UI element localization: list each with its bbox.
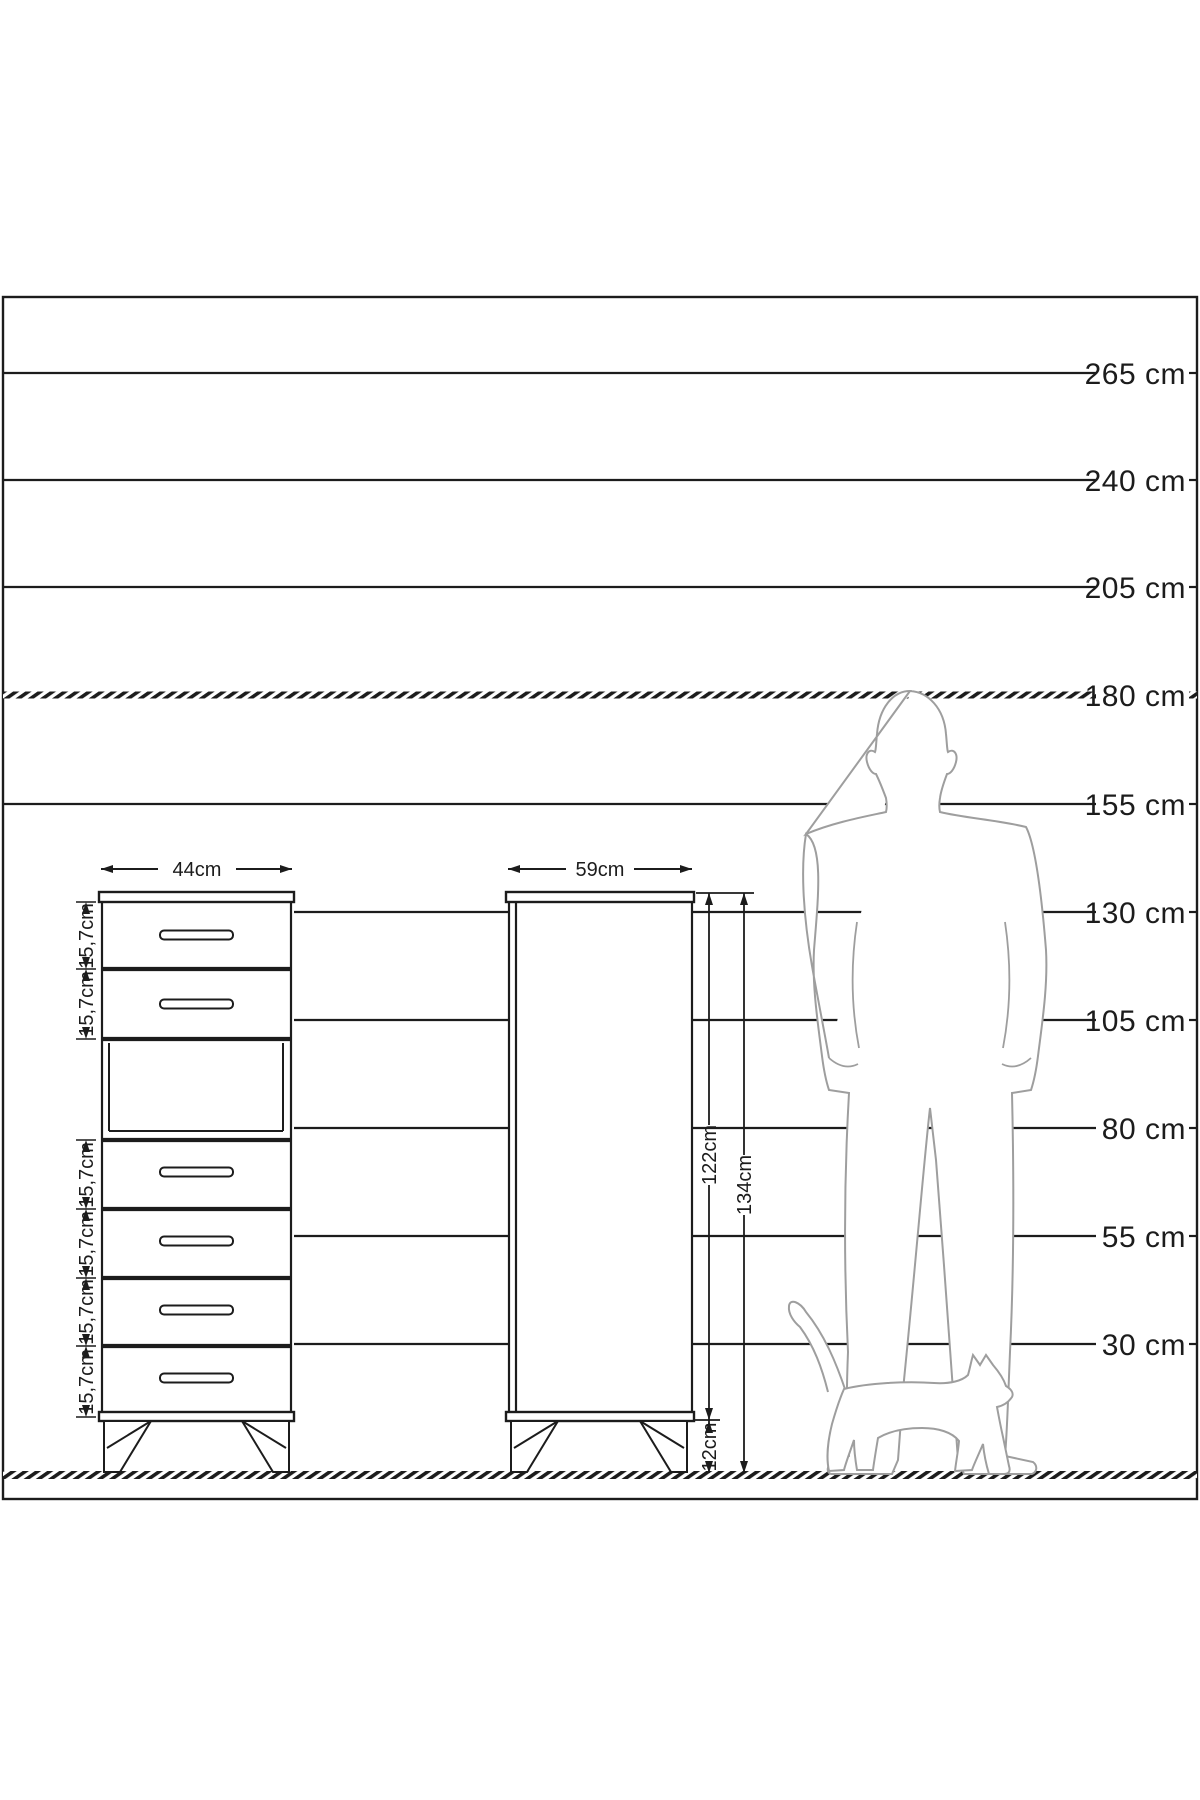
- drawer-height-chain: [76, 902, 98, 1417]
- scale-label-55cm: 55 cm: [1101, 1221, 1186, 1254]
- drawer-height-label-1: 15,7cm: [76, 903, 98, 969]
- scale-label-155cm: 155 cm: [1084, 789, 1186, 822]
- scale-label-180cm: 180 cm: [1084, 680, 1186, 713]
- side-cabinet-legs: [511, 1421, 687, 1472]
- drawer-height-label-6: 15,7cm: [76, 1349, 98, 1415]
- hatched-line-180cm: [3, 692, 1096, 699]
- drawer-handle-5: [160, 1306, 233, 1315]
- front-cabinet-base: [99, 1412, 294, 1421]
- drawer-height-labels: [76, 903, 98, 1415]
- scale-label-30cm: 30 cm: [1101, 1329, 1186, 1362]
- drawer-height-label-4: 15,7cm: [76, 1211, 98, 1277]
- drawer-height-label-2: 15,7cm: [76, 971, 98, 1037]
- front-width-label: 44cm: [172, 859, 222, 881]
- drawer-height-label-3: 15,7cm: [76, 1142, 98, 1208]
- scale-label-205cm: 205 cm: [1084, 572, 1186, 605]
- height-scale-labels: [1085, 358, 1186, 1362]
- side-cabinet-top-panel: [506, 892, 694, 902]
- front-view-cabinet: [99, 892, 294, 1472]
- drawer-handle-3: [160, 1168, 233, 1177]
- front-width-arrow-left: [101, 865, 113, 873]
- scale-label-265cm: 265 cm: [1084, 358, 1186, 391]
- body-height-label: 122cm: [699, 1124, 721, 1186]
- drawer-height-label-5: 15,7cm: [76, 1279, 98, 1345]
- front-cabinet-top-panel: [99, 892, 294, 902]
- drawer-handle-1: [160, 931, 233, 940]
- side-view-cabinet: [506, 892, 694, 1472]
- front-cabinet-body-fill: [102, 902, 291, 1412]
- height-dimensions: [694, 893, 756, 1473]
- hatched-tick-180cm: [1189, 692, 1197, 699]
- front-cabinet-legs: [104, 1421, 289, 1472]
- drawer-handle-2: [160, 1000, 233, 1009]
- scale-label-105cm: 105 cm: [1084, 1005, 1186, 1038]
- leg-height-label: 12cm: [699, 1422, 721, 1472]
- scale-label-80cm: 80 cm: [1101, 1113, 1186, 1146]
- man-silhouette: [803, 691, 1046, 1474]
- front-width-arrow-right: [280, 865, 292, 873]
- drawer-handle-6: [160, 1374, 233, 1383]
- side-width-arrow-right: [680, 865, 692, 873]
- total-height-label: 134cm: [734, 1154, 756, 1216]
- drawer-handle-4: [160, 1237, 233, 1246]
- side-cabinet-body-fill: [509, 902, 692, 1412]
- side-cabinet-base: [506, 1412, 694, 1421]
- scale-label-130cm: 130 cm: [1084, 897, 1186, 930]
- side-width-arrow-left: [508, 865, 520, 873]
- cat-tail: [789, 1302, 846, 1392]
- side-width-label: 59cm: [575, 859, 625, 881]
- scale-label-240cm: 240 cm: [1084, 465, 1186, 498]
